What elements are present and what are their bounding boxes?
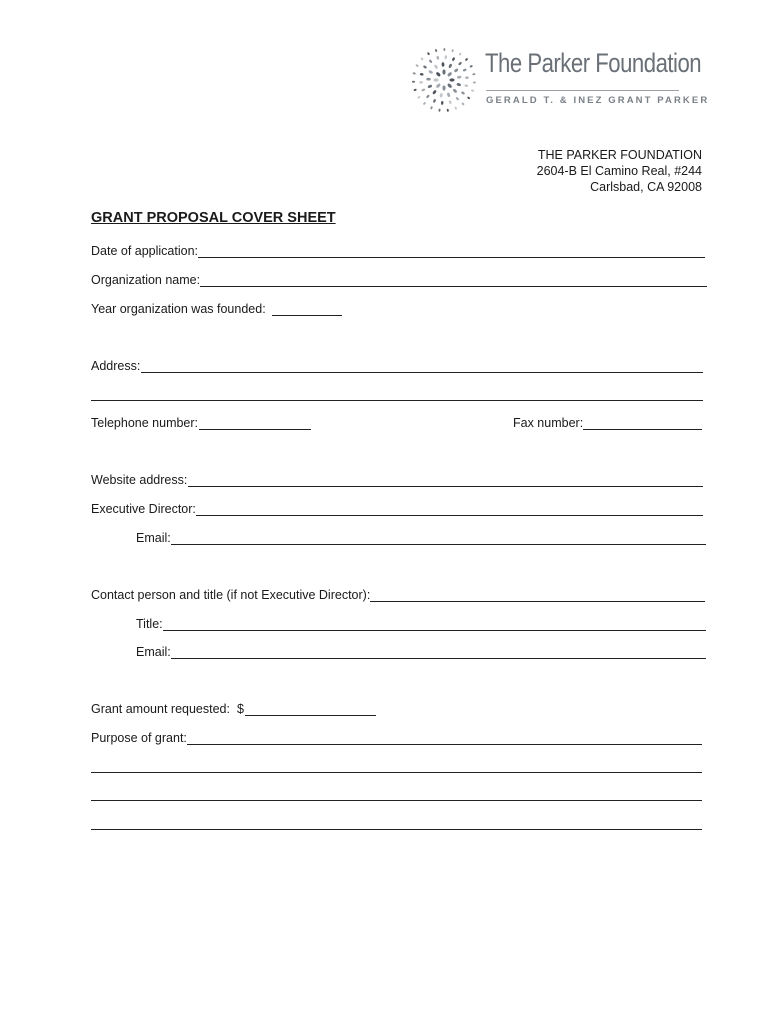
logo-dot: [413, 88, 417, 91]
address-street: 2604-B El Camino Real, #244: [536, 164, 702, 178]
logo-divider: [486, 90, 679, 91]
logo-dot: [426, 94, 430, 98]
logo-dot: [447, 71, 453, 77]
executive-director-label: Executive Director:: [91, 502, 196, 516]
purpose-input-line-4[interactable]: [91, 829, 702, 830]
logo-dot: [442, 69, 445, 74]
logo-dot: [417, 96, 421, 99]
logo-dot: [452, 57, 456, 61]
logo-dot: [427, 52, 430, 56]
logo-dot: [435, 49, 438, 53]
logo-dot: [447, 92, 451, 97]
logo-dot: [472, 73, 475, 76]
page-title: GRANT PROPOSAL COVER SHEET: [91, 210, 336, 226]
logo-dot: [412, 72, 415, 75]
logo-dot: [448, 63, 452, 68]
logo-dot: [443, 48, 445, 51]
logo-dot: [438, 109, 440, 112]
logo-dot: [464, 84, 468, 87]
website-input-line[interactable]: [188, 486, 703, 487]
logo-dot: [447, 83, 453, 89]
logo-dot: [430, 106, 433, 110]
date-input-line[interactable]: [198, 257, 705, 258]
contact-person-label: Contact person and title (if not Executive Director):: [91, 588, 371, 602]
contact-person-input-line[interactable]: [370, 601, 705, 602]
address-city: Carlsbad, CA 92008: [590, 180, 702, 194]
logo-dot: [461, 102, 464, 106]
logo-dot: [433, 78, 438, 81]
logo-dot: [426, 78, 431, 81]
logo-dot: [471, 89, 475, 92]
dotted-burst-icon: [408, 44, 480, 116]
logo-dot: [419, 81, 423, 84]
year-founded-label: Year organization was founded:: [91, 302, 266, 316]
ed-email-input-line[interactable]: [171, 544, 706, 545]
logo-dot: [467, 96, 471, 99]
org-name-input-line[interactable]: [200, 286, 707, 287]
logo-dot: [456, 83, 461, 87]
logo-dot: [423, 102, 427, 106]
logo-dot: [435, 71, 441, 77]
logo-dot: [447, 109, 449, 112]
logo-dot: [462, 68, 466, 72]
logo-dot: [459, 52, 462, 56]
contact-email-input-line[interactable]: [171, 658, 706, 659]
logo-dot: [428, 70, 433, 75]
logo-dot: [427, 84, 432, 88]
logo-dot: [465, 58, 469, 62]
grant-amount-input-line[interactable]: [245, 715, 376, 716]
executive-director-input-line[interactable]: [196, 515, 703, 516]
logo-dot: [412, 81, 415, 83]
logo-dot: [436, 56, 439, 60]
logo-dot: [473, 81, 476, 83]
logo-dot: [444, 55, 447, 59]
purpose-label: Purpose of grant:: [91, 731, 187, 745]
logo-dot: [433, 99, 437, 103]
currency-symbol: $: [237, 702, 244, 716]
logo-dot: [420, 73, 424, 76]
year-founded-input-line[interactable]: [272, 315, 342, 316]
logo-dot: [458, 61, 462, 65]
fax-label: Fax number:: [513, 416, 584, 430]
address-label: Address:: [91, 359, 141, 373]
address-block: [537, 147, 702, 195]
logo-dot: [452, 88, 457, 93]
purpose-input-line-3[interactable]: [91, 800, 702, 801]
logo-dot: [429, 59, 433, 63]
logo-dot: [455, 96, 459, 100]
logo-dot: [442, 85, 445, 90]
purpose-input-line-1[interactable]: [187, 744, 702, 745]
logo-dot: [421, 88, 425, 92]
org-name-label: Organization name:: [91, 273, 201, 287]
foundation-logo: [408, 44, 710, 116]
logo-dot: [469, 65, 473, 68]
logo-dot: [441, 62, 444, 67]
logo-dot: [415, 64, 419, 67]
logo-dot: [423, 65, 427, 69]
logo-dot: [441, 101, 444, 105]
contact-title-input-line[interactable]: [163, 630, 706, 631]
address-input-line-1[interactable]: [141, 372, 703, 373]
logo-dot: [465, 76, 469, 79]
logo-dot: [435, 83, 441, 89]
contact-email-label: Email:: [136, 645, 171, 659]
logo-dot: [434, 64, 439, 69]
contact-title-label: Title:: [136, 617, 163, 631]
date-label: Date of application:: [91, 244, 199, 258]
grant-amount-label: Grant amount requested:: [91, 702, 230, 716]
purpose-input-line-2[interactable]: [91, 772, 702, 773]
logo-dot: [451, 49, 454, 53]
telephone-label: Telephone number:: [91, 416, 199, 430]
fax-input-line[interactable]: [583, 429, 702, 430]
logo-dot: [454, 68, 459, 73]
logo-dot: [457, 75, 462, 79]
address-org: THE PARKER FOUNDATION: [537, 148, 702, 162]
logo-dot: [432, 90, 437, 95]
logo-dot: [449, 78, 454, 81]
logo-dot: [439, 93, 443, 98]
ed-email-label: Email:: [136, 531, 171, 545]
logo-dot: [420, 57, 424, 61]
logo-dot: [454, 106, 457, 110]
website-label: Website address:: [91, 473, 188, 487]
logo-dot: [461, 91, 465, 95]
logo-subtitle: GERALD T. & INEZ GRANT PARKER: [486, 95, 710, 106]
address-input-line-2[interactable]: [91, 400, 703, 401]
telephone-input-line[interactable]: [199, 429, 311, 430]
logo-dot: [449, 100, 452, 104]
logo-name: The Parker Foundation: [485, 48, 702, 78]
